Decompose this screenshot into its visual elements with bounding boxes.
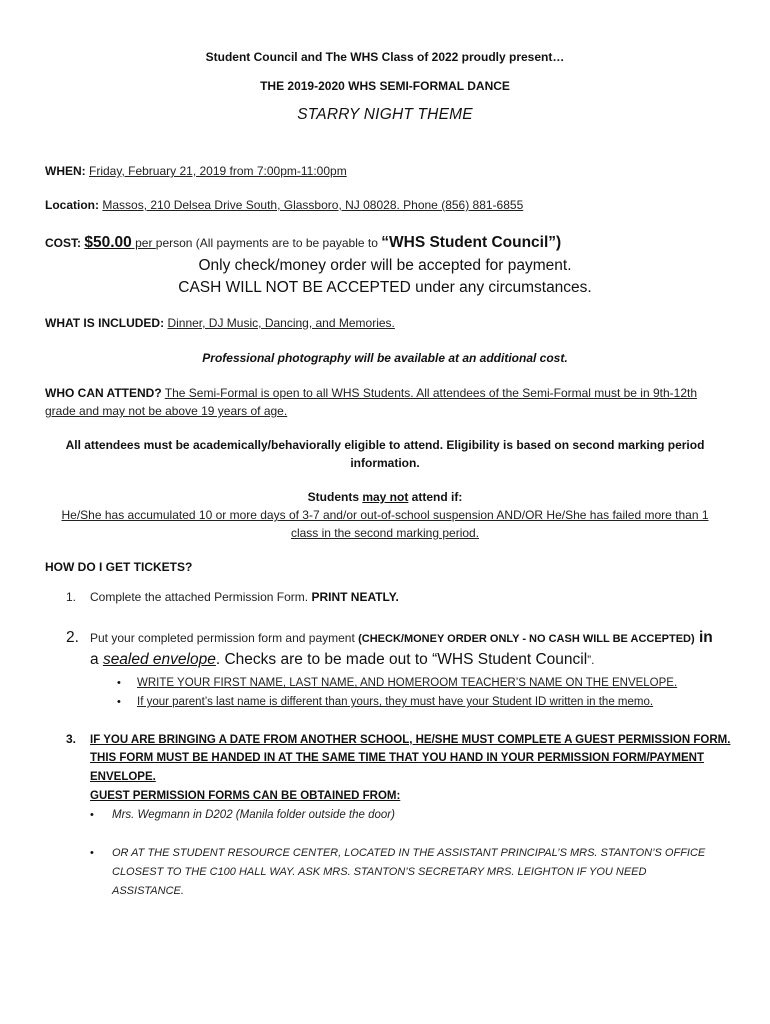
step-3-line3: ENVELOPE. [90, 771, 156, 783]
step-3-bullet-2-line2: CLOSEST TO THE C100 HALL WAY. ASK MRS. STANTON’S SECRETARY MRS. LEIGHTON IF YOU NEED [112, 866, 647, 878]
not-attend-heading [0, 489, 770, 505]
step-2-line1 [66, 628, 713, 648]
cost-payable-note: person (All payments are to be payable to [155, 236, 382, 250]
not-attend-line1: He/She has accumulated 10 or more days of 3-7 and/or out-of-school suspension AND/OR He/She has failed more than 1 [61, 508, 709, 522]
step-2-rest: . Checks are to be made out to “WHS Student Council [215, 651, 588, 668]
who-value-line2: grade and may not be above 19 years of age. [45, 404, 288, 418]
step-1 [66, 589, 399, 605]
when-row [45, 163, 347, 179]
step-2-bullet-1: WRITE YOUR FIRST NAME, LAST NAME, AND HOMEROOM TEACHER’S NAME ON THE ENVELOPE. [137, 677, 678, 689]
who-row [45, 385, 697, 401]
not-attend-suffix: attend if: [408, 490, 463, 504]
who-value-line1: The Semi-Formal is open to all WHS Students. All attendees of the Semi-Formal must be in 9th-12th [164, 386, 698, 400]
step-3-row [66, 731, 730, 748]
step-2-text: Put your completed permission form and payment [90, 631, 359, 645]
step-2-line2 [90, 650, 595, 670]
step-3-number: 3. [66, 732, 77, 746]
step-2-bold: (CHECK/MONEY ORDER ONLY - NO CASH WILL BE ACCEPTED) [358, 633, 695, 645]
cost-check-only: Only check/money order will be accepted for payment. [198, 257, 572, 274]
cost-no-cash: CASH WILL NOT BE ACCEPTED under any circumstances. [178, 279, 592, 296]
location-value: Massos, 210 Delsea Drive South, Glassboro, NJ 08028. Phone (856) 881-6855 [102, 198, 524, 212]
bullet-3b: • [90, 847, 94, 859]
step-2-in: in [694, 629, 713, 646]
who-label: WHO CAN ATTEND? [45, 386, 162, 400]
event-title: THE 2019-2020 WHS SEMI-FORMAL DANCE [260, 79, 510, 93]
presents-line: Student Council and The WHS Class of 2022 proudly present… [205, 50, 565, 64]
when-label: WHEN: [45, 164, 86, 178]
included-label: WHAT IS INCLUDED: [45, 316, 165, 330]
step-3-bullet-1: Mrs. Wegmann in D202 (Manila folder outside the door) [112, 809, 395, 821]
step-3-line2: THIS FORM MUST BE HANDED IN AT THE SAME TIME THAT YOU HAND IN YOUR PERMISSION FORM/PAYMENT [90, 752, 704, 764]
bullet-2b: • [117, 696, 121, 708]
included-row [45, 315, 395, 331]
cost-price: $50.00 [84, 234, 132, 251]
step-2-bullet-2: If your parent’s last name is different than yours, they must have your Student ID written in the memo. [137, 696, 654, 708]
step-2-end: ”. [587, 653, 595, 667]
step-1-number: 1. [66, 590, 77, 604]
cost-payable-to: “WHS Student Council”) [381, 234, 562, 251]
cost-row [45, 232, 561, 254]
bullet-2a: • [117, 677, 121, 689]
included-value: Dinner, DJ Music, Dancing, and Memories. [167, 316, 395, 330]
step-3-bullet-2-line3: ASSISTANCE. [112, 885, 184, 897]
location-label: Location: [45, 198, 99, 212]
eligibility-line2: information. [350, 456, 420, 470]
step-3-bullet-2-line1: OR AT THE STUDENT RESOURCE CENTER, LOCATED IN THE ASSISTANT PRINCIPAL’S MRS. STANTON’S OFFICE [112, 847, 706, 859]
step-1-bold: PRINT NEATLY. [311, 590, 399, 604]
theme-title: STARRY NIGHT THEME [297, 106, 473, 123]
cost-label: COST: [45, 236, 81, 250]
cost-per: per [131, 236, 156, 250]
eligibility-line1: All attendees must be academically/behaviorally eligible to attend. Eligibility is based on second marking period [65, 438, 705, 452]
not-attend-prefix: Students [307, 490, 363, 504]
not-attend-may-not: may not [362, 490, 409, 504]
step-2-sealed: sealed envelope [102, 651, 216, 668]
photography-note: Professional photography will be available at an additional cost. [202, 351, 568, 365]
not-attend-line2: class in the second marking period. [290, 526, 480, 540]
location-row [45, 197, 523, 213]
step-3-line1: IF YOU ARE BRINGING A DATE FROM ANOTHER SCHOOL, HE/SHE MUST COMPLETE A GUEST PERMISSION FORM. [90, 734, 731, 746]
step-1-text: Complete the attached Permission Form. [90, 590, 312, 604]
tickets-heading: HOW DO I GET TICKETS? [45, 560, 193, 574]
bullet-3a: • [90, 809, 94, 821]
step-2-a: a [90, 651, 103, 668]
when-value: Friday, February 21, 2019 from 7:00pm-11:00pm [89, 164, 347, 178]
step-3-line4: GUEST PERMISSION FORMS CAN BE OBTAINED FROM: [90, 790, 401, 802]
step-2-number: 2. [66, 629, 79, 646]
